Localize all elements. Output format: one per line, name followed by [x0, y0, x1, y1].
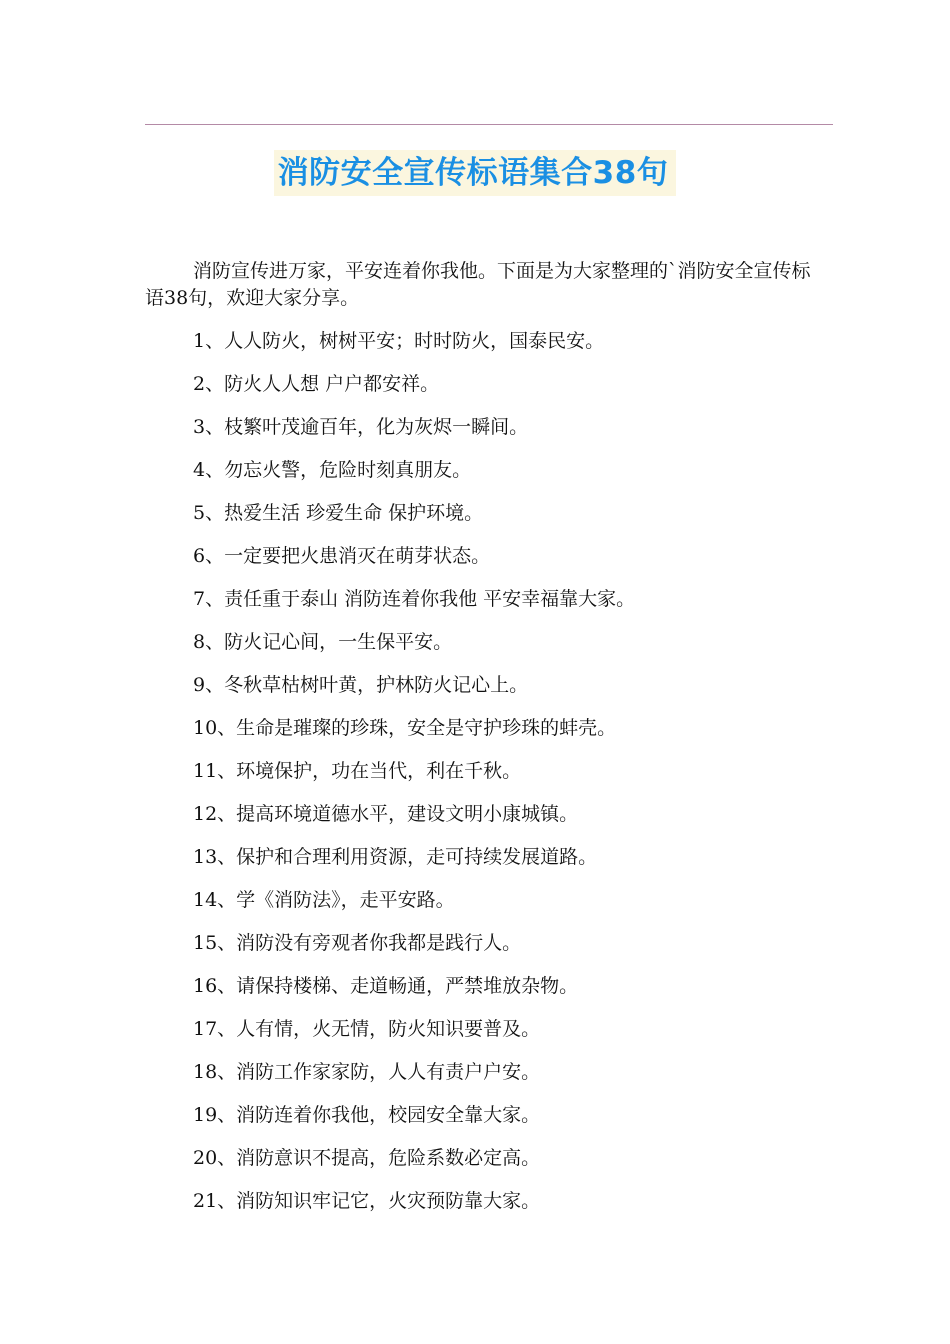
- slogan-item: 20、消防意识不提高，危险系数必定高。: [193, 1147, 541, 1169]
- slogan-item: 11、环境保护，功在当代，利在千秋。: [193, 760, 522, 782]
- slogan-list: [193, 326, 833, 1229]
- slogan-item: 8、防火记心间，一生保平安。: [193, 631, 453, 653]
- slogan-item: 9、冬秋草枯树叶黄，护林防火记心上。: [193, 674, 529, 696]
- title-container: [0, 150, 950, 196]
- slogan-item: 7、责任重于泰山 消防连着你我他 平安幸福靠大家。: [193, 588, 636, 610]
- slogan-item: 15、消防没有旁观者你我都是践行人。: [193, 932, 522, 954]
- document-title: 消防安全宣传标语集合38句: [274, 150, 677, 196]
- slogan-item: 13、保护和合理利用资源，走可持续发展道路。: [193, 846, 598, 868]
- slogan-item: 12、提高环境道德水平，建设文明小康城镇。: [193, 803, 579, 825]
- slogan-item: 10、生命是璀璨的珍珠，安全是守护珍珠的蚌壳。: [193, 717, 617, 739]
- slogan-item: 2、防火人人想 户户都安祥。: [193, 373, 440, 395]
- slogan-item: 17、人有情，火无情，防火知识要普及。: [193, 1018, 541, 1040]
- header-rule: [145, 124, 833, 125]
- slogan-item: 3、枝繁叶茂逾百年，化为灰烬一瞬间。: [193, 416, 529, 438]
- slogan-item: 1、人人防火，树树平安；时时防火，国泰民安。: [193, 330, 605, 352]
- slogan-item: 19、消防连着你我他，校园安全靠大家。: [193, 1104, 541, 1126]
- slogan-item: 18、消防工作家家防，人人有责户户安。: [193, 1061, 541, 1083]
- slogan-item: 6、一定要把火患消灭在萌芽状态。: [193, 545, 491, 567]
- slogan-item: 16、请保持楼梯、走道畅通，严禁堆放杂物。: [193, 975, 579, 997]
- intro-paragraph: 消防宣传进万家，平安连着你我他。下面是为大家整理的`消防安全宣传标语38句，欢迎大家分享。: [145, 260, 811, 309]
- slogan-item: 21、消防知识牢记它，火灾预防靠大家。: [193, 1190, 541, 1212]
- slogan-item: 5、热爱生活 珍爱生命 保护环境。: [193, 502, 484, 524]
- slogan-item: 14、学《消防法》，走平安路。: [193, 889, 455, 911]
- slogan-item: 4、勿忘火警，危险时刻真朋友。: [193, 459, 472, 481]
